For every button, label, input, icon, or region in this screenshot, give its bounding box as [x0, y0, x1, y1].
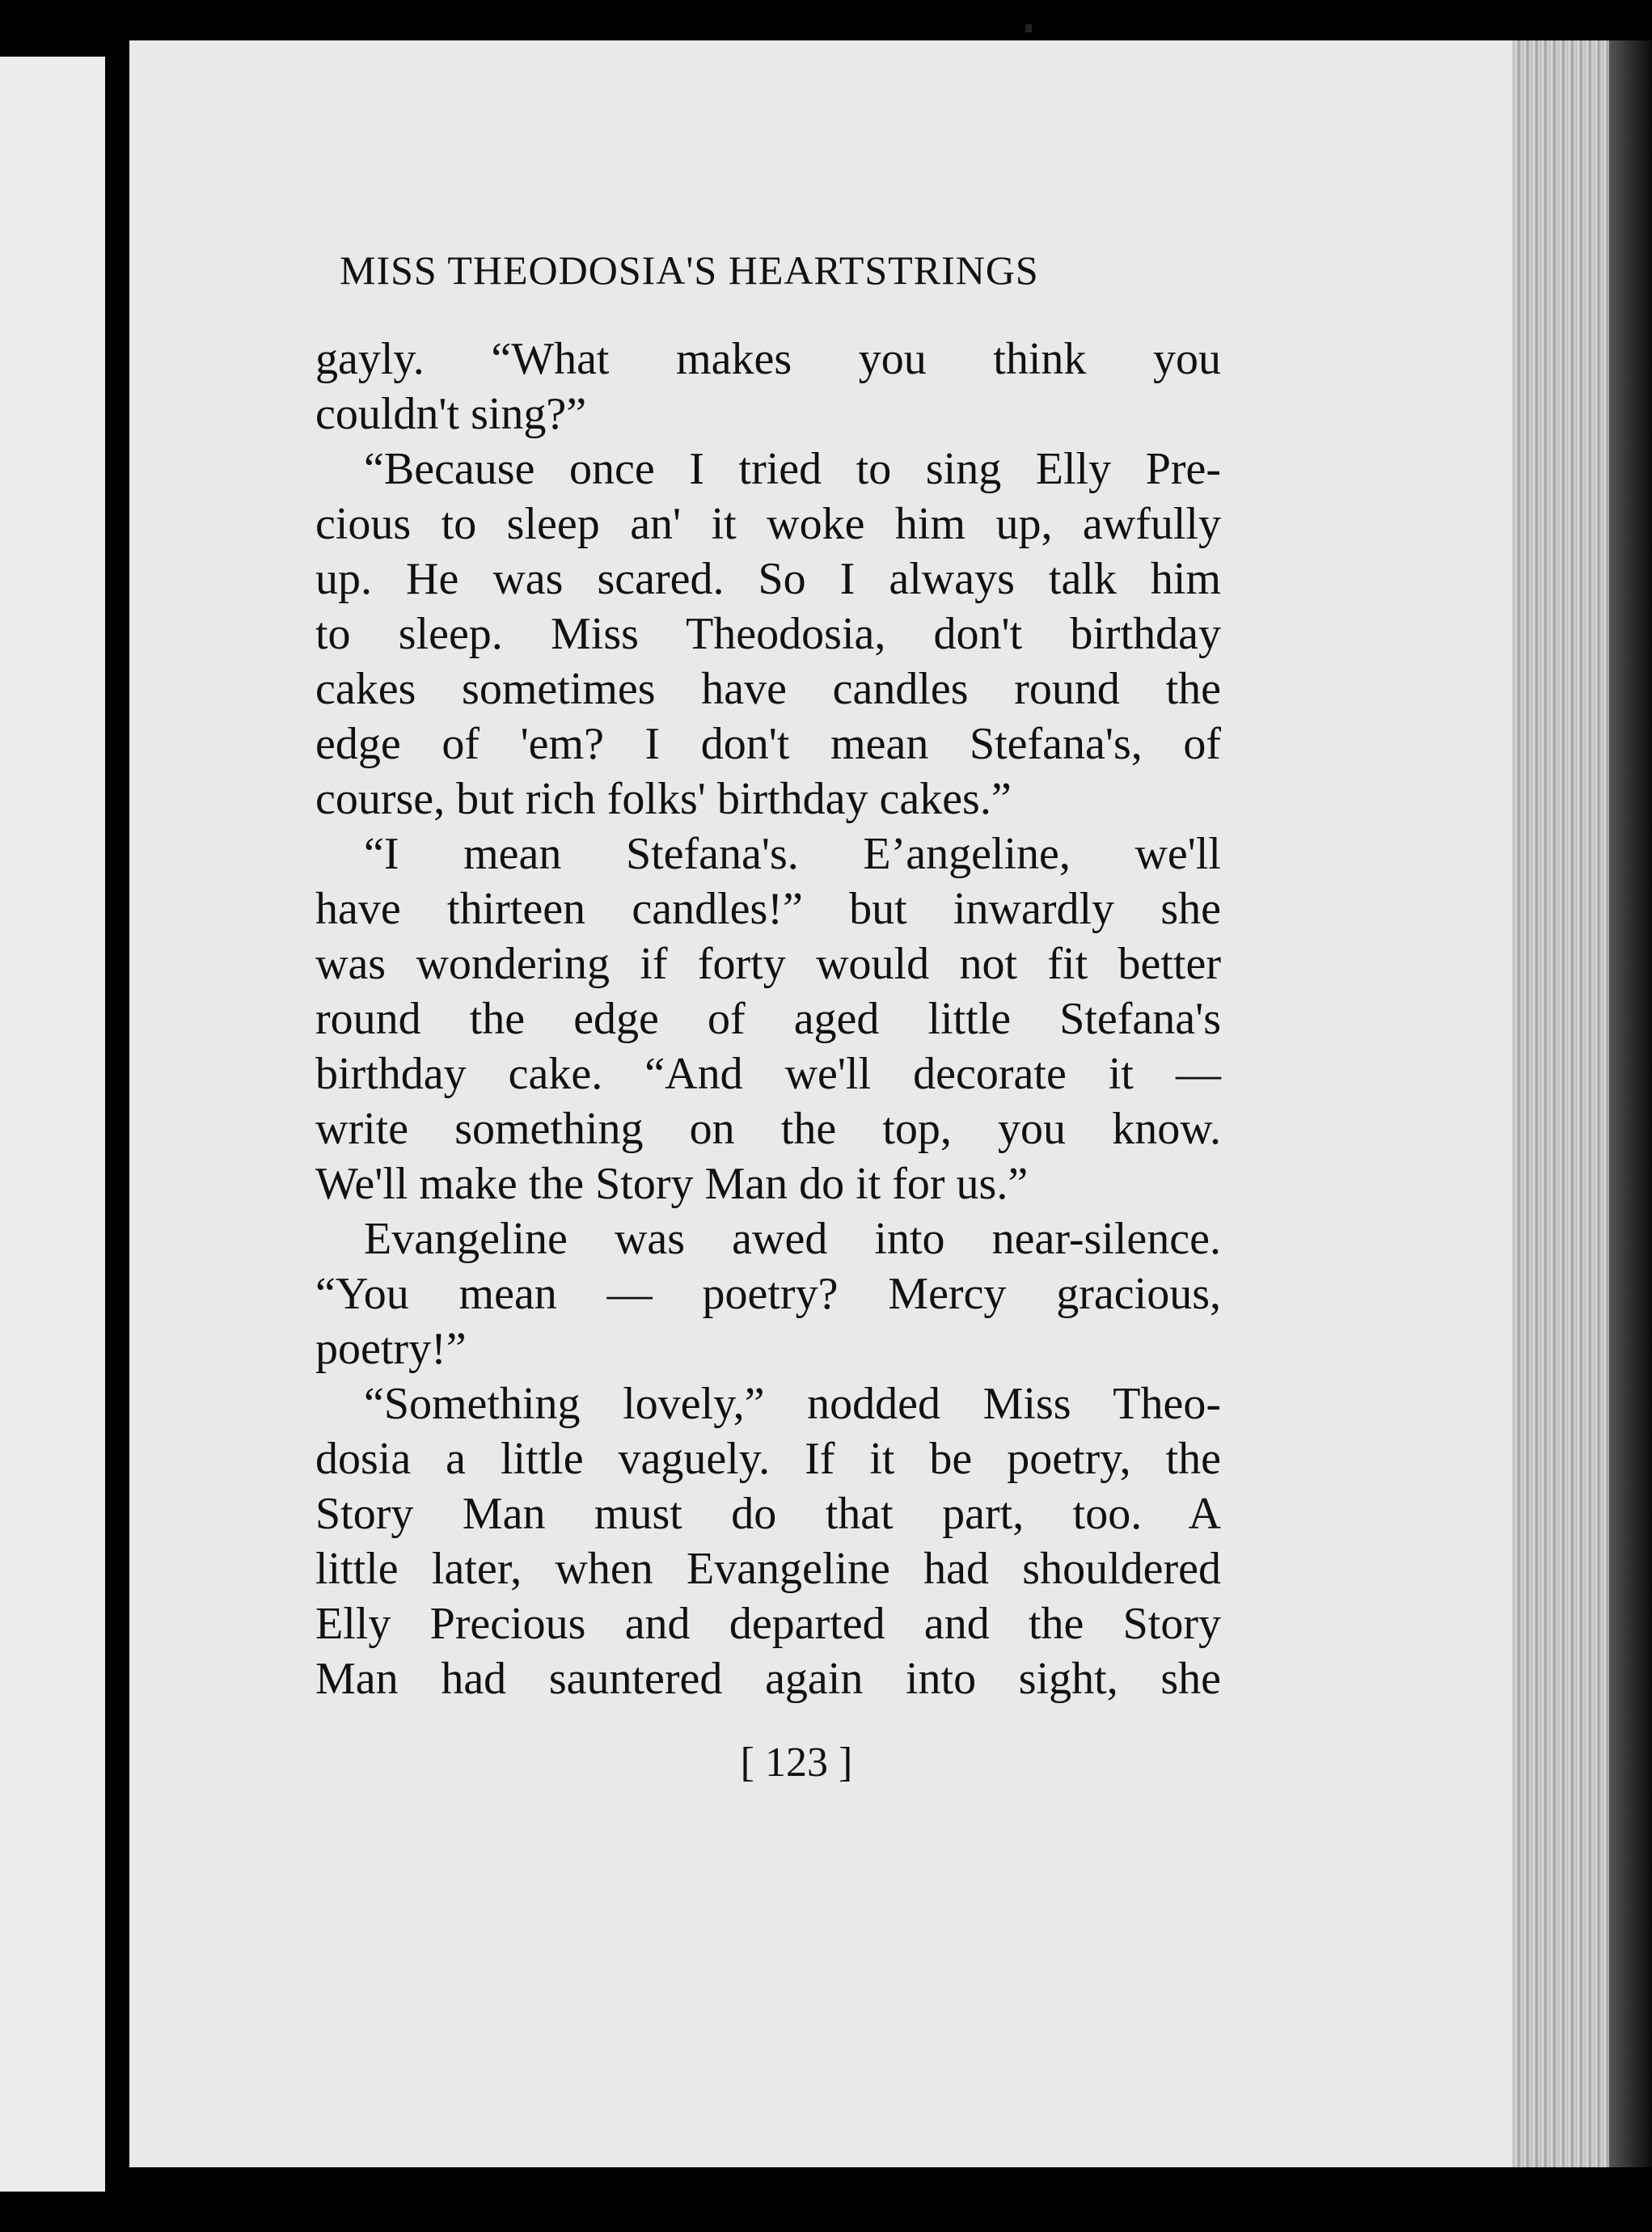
- page-edge-shadow: [1609, 40, 1652, 2167]
- text-line: Evangeline was awed into near-silence.: [364, 1214, 1221, 1264]
- text-line: dosia a little vaguely. If it be poetry, the: [315, 1434, 1221, 1484]
- page-stack-edge: [1512, 40, 1621, 2167]
- text-line: birthday cake. “And we'll decorate it —: [315, 1049, 1221, 1099]
- text-line: round the edge of aged little Stefana's: [315, 994, 1221, 1044]
- book-gutter: [105, 49, 129, 2200]
- text-line: course, but rich folks' birthday cakes.”: [315, 774, 1012, 824]
- text-line: “Something lovely,” nodded Miss Theo-: [364, 1379, 1221, 1429]
- text-line: Elly Precious and departed and the Story: [315, 1599, 1221, 1649]
- text-line: We'll make the Story Man do it for us.”: [315, 1159, 1029, 1209]
- text-line: Man had sauntered again into sight, she: [315, 1654, 1221, 1704]
- text-line: have thirteen candles!” but inwardly she: [315, 884, 1221, 934]
- page-number: [ 123 ]: [740, 1740, 853, 1786]
- body-text: [315, 332, 1221, 1706]
- text-line: gayly. “What makes you think you: [315, 334, 1221, 384]
- text-line: couldn't sing?”: [315, 389, 587, 439]
- text-line: cious to sleep an' it woke him up, awfully: [315, 499, 1221, 549]
- text-line: cakes sometimes have candles round the: [315, 664, 1221, 714]
- text-line: poetry!”: [315, 1324, 467, 1374]
- text-line: up. He was scared. So I always talk him: [315, 554, 1221, 604]
- text-line: to sleep. Miss Theodosia, don't birthday: [315, 609, 1221, 659]
- text-line: Story Man must do that part, too. A: [315, 1489, 1221, 1539]
- text-line: was wondering if forty would not fit better: [315, 939, 1221, 989]
- scan-speck: [1025, 24, 1032, 32]
- text-line: write something on the top, you know.: [315, 1104, 1221, 1154]
- text-line: “Because once I tried to sing Elly Pre-: [364, 444, 1221, 494]
- facing-page-edge: [0, 57, 105, 2192]
- running-head: MISS THEODOSIA'S HEARTSTRINGS: [340, 247, 1039, 293]
- text-line: edge of 'em? I don't mean Stefana's, of: [315, 719, 1221, 769]
- text-line: “You mean — poetry? Mercy gracious,: [315, 1269, 1221, 1319]
- text-line: “I mean Stefana's. E’angeline, we'll: [364, 829, 1221, 879]
- text-line: little later, when Evangeline had shouldered: [315, 1544, 1221, 1594]
